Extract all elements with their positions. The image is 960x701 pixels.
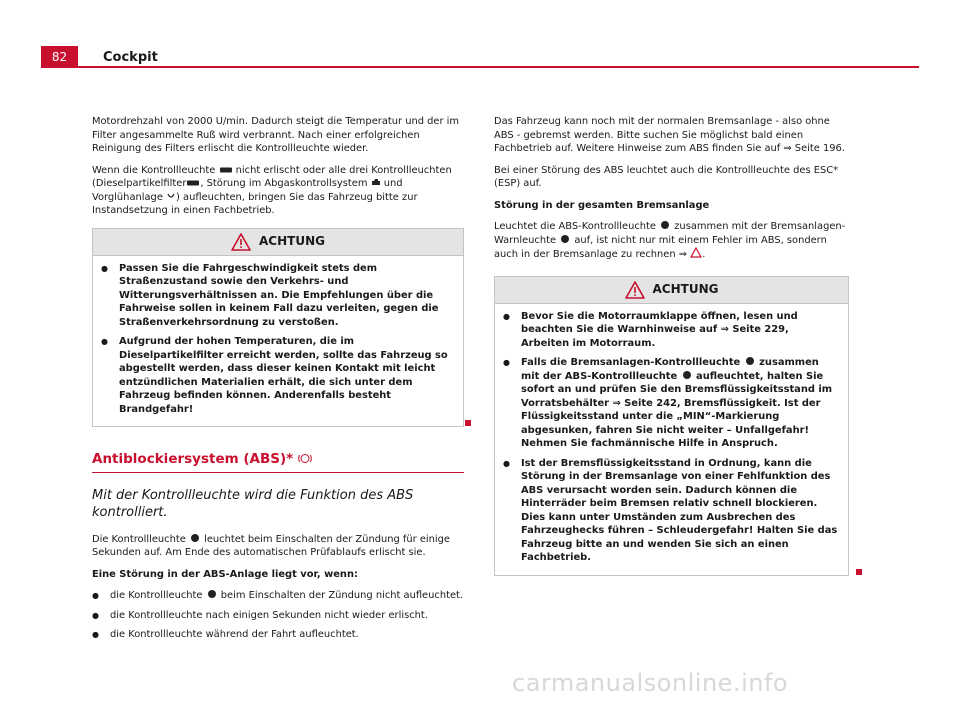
- engine-icon: [371, 178, 381, 187]
- list-item: ● Ist der Bremsflüssigkeitsstand in Ordnung, kann die Störung in der Bremsanlage von einer Fehlfunktion des ABS verursacht worden sein. Dadurch können die Hinterräder beim Bremsen relativ schnell blockieren. Dies kann unter Umständen zum Ausbrechen des Fahrzeughecks führen – Schleudergefahr! Halten Sie das Fahrzeug bitte an und wenden Sie sich an einen Fachbetrieb.: [503, 457, 840, 565]
- abs-icon: [681, 370, 693, 380]
- watermark: carmanualsonline.info: [512, 669, 789, 697]
- glow-plug-icon: [166, 192, 176, 201]
- warning-icon: [231, 233, 251, 251]
- warning-header: [495, 277, 848, 304]
- list-item: ● Bevor Sie die Motorraumklappe öffnen, lesen und beachten Sie die Warnhinweise auf ⇒ Seite 229, Arbeiten im Motorraum.: [503, 310, 840, 351]
- warning-title: ACHTUNG: [259, 233, 325, 248]
- lead-text: Mit der Kontrollleuchte wird die Funktion des ABS kontrolliert.: [92, 487, 414, 520]
- warning-icon: [625, 281, 645, 299]
- paragraph: [92, 164, 464, 218]
- text: aufleuchtet, halten Sie sofort an und prüfen Sie den Bremsflüssigkeitsstand im Vorratsbehälter ⇒ Seite 242, Bremsflüssigkeit. Ist der Flüssigkeitsstand unter die „MIN“-Markierung abgesunken, fahren Sie nicht weiter – Unfallgefahr! Nehmen Sie fachmännische Hilfe in Anspruch.: [521, 370, 833, 449]
- list-item: ● Passen Sie die Fahrgeschwindigkeit stets dem Straßenzustand sowie den Verkehrs- und Witterungsverhältnissen an. Die Empfehlungen über die Fahrweise sollen in keinem Fall dazu verleiten, gegen die Straßenverkehrsordnung zu verstoßen.: [101, 262, 455, 330]
- section-end-mark: [465, 420, 471, 426]
- text: beim Einschalten der Zündung nicht aufleuchtet.: [220, 590, 464, 601]
- text: , Störung im Abgaskontrollsystem: [200, 178, 368, 189]
- text: Wenn die Kontrollleuchte: [92, 164, 216, 176]
- abs-icon: [659, 220, 671, 230]
- page-number: 82: [41, 46, 78, 68]
- list-item: ● Aufgrund der hohen Temperaturen, die im Dieselpartikelfilter erreicht werden, sollte das Fahrzeug so abgestellt werden, dass dieser keinen Kontakt mit leicht entzündlichen Materialien erhält, die sich unter dem Fahrzeug befinden können. Anderenfalls besteht Brandgefahr!: [101, 335, 455, 416]
- list-item: [503, 356, 840, 451]
- right-column: [494, 115, 849, 576]
- text: ) aufleuchten, bringen Sie das Fahrzeug bitte zur Instandsetzung in einen Fachbetrieb.: [92, 191, 418, 216]
- diesel-filter-icon: [219, 166, 233, 174]
- left-column: [92, 115, 464, 648]
- header-rule: [78, 66, 919, 68]
- text: zusammen mit der Bremsanlagen-Warnleuchte: [494, 221, 846, 246]
- paragraph: Das Fahrzeug kann noch mit der normalen Bremsanlage - also ohne ABS - gebremst werden. Bitte suchen Sie möglichst bald einen Fachbetrieb auf. Weitere Hinweise zum ABS finden Sie auf ⇒ Seite 196.: [494, 116, 845, 154]
- warning-icon[interactable]: [690, 247, 702, 258]
- warning-body: [495, 304, 848, 575]
- abs-icon: [206, 589, 218, 599]
- list-item: ● die Kontrollleuchte nach einigen Sekunden nicht wieder erlischt.: [92, 609, 464, 623]
- section-title: Cockpit: [103, 50, 158, 65]
- text: die Kontrollleuchte: [110, 590, 203, 601]
- warning-box: [92, 228, 464, 428]
- warning-body: [93, 256, 463, 427]
- brake-warning-icon: [744, 356, 756, 366]
- paragraph: Motordrehzahl von 2000 U/min. Dadurch steigt die Temperatur und der im Filter angesammelte Ruß wird verbrannt. Nach einer erfolgreichen Reinigung des Filters erlischt die Kontrollleuchte wieder.: [92, 116, 460, 154]
- text: leuchtet beim Einschalten der Zündung für einige Sekunden auf. Am Ende des automatischen Prüfablaufs erlischt sie.: [92, 533, 450, 558]
- list-item: [92, 589, 464, 603]
- text: nicht erlischt oder alle drei Kontrollleuchten (Dieselpartikelfilter: [92, 164, 452, 189]
- brake-warning-icon: [559, 234, 571, 244]
- abs-icon: [189, 533, 201, 543]
- warning-title: ACHTUNG: [652, 281, 719, 296]
- section-heading: [92, 453, 464, 473]
- paragraph: [494, 220, 849, 262]
- abs-icon: [298, 453, 312, 464]
- paragraph: Bei einer Störung des ABS leuchtet auch die Kontrollleuchte des ESC* (ESP) auf.: [494, 164, 839, 189]
- warning-header: [93, 229, 463, 256]
- warning-box: [494, 276, 849, 576]
- text: und Vorglühanlage: [92, 178, 403, 203]
- diesel-filter-icon: [186, 179, 200, 187]
- subheading: Eine Störung in der ABS-Anlage liegt vor, wenn:: [92, 568, 358, 580]
- text: zusammen mit der ABS-Kontrollleuchte: [521, 357, 819, 382]
- section-end-mark: [856, 569, 862, 575]
- text: auf, ist nicht nur mit einem Fehler im ABS, sondern auch in der Bremsanlage zu rechnen ⇒: [494, 234, 827, 260]
- text: Die Kontrollleuchte: [92, 533, 186, 545]
- text: Falls die Bremsanlagen-Kontrollleuchte: [521, 357, 741, 368]
- text: .: [702, 249, 706, 260]
- text: Leuchtet die ABS-Kontrollleuchte: [494, 221, 656, 232]
- list-item: ● die Kontrollleuchte während der Fahrt aufleuchtet.: [92, 628, 464, 642]
- paragraph: [92, 533, 464, 560]
- subheading: Störung in der gesamten Bremsanlage: [494, 199, 710, 211]
- heading-text: Antiblockiersystem (ABS)*: [92, 451, 294, 467]
